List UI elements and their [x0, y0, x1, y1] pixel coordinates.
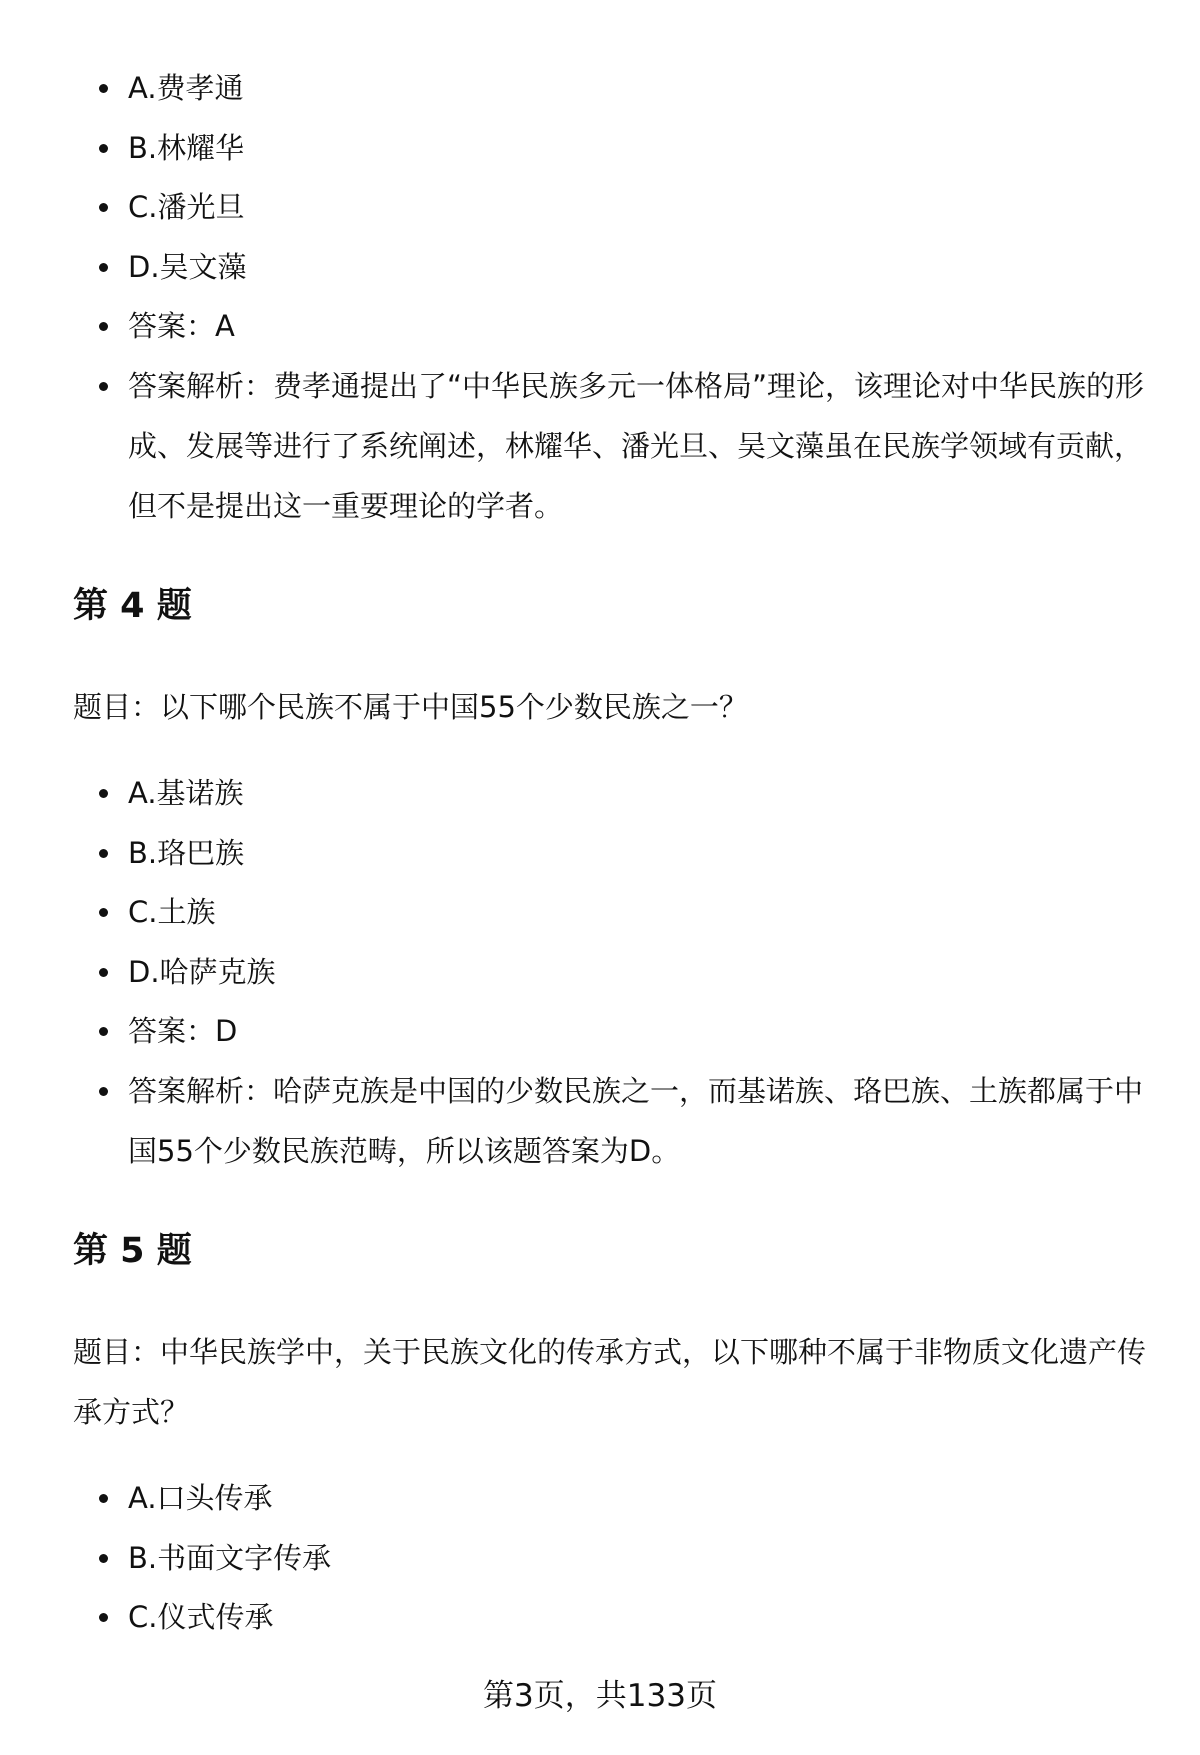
answer-explanation: 答案解析：哈萨克族是中国的少数民族之一，而基诺族、珞巴族、土族都属于中国55个少数民族范畴，所以该题答案为D。 — [128, 1061, 1148, 1181]
option-b: B.林耀华 — [128, 118, 1148, 178]
option-a: A.费孝通 — [128, 58, 1148, 118]
option-d: D.哈萨克族 — [128, 942, 1148, 1002]
option-a: A.口头传承 — [128, 1468, 1148, 1528]
answer-explanation: 答案解析：费孝通提出了“中华民族多元一体格局”理论，该理论对中华民族的形成、发展等进行了系统阐述，林耀华、潘光旦、吴文藻虽在民族学领域有贡献，但不是提出这一重要理论的学者。 — [128, 356, 1148, 536]
option-c: C.仪式传承 — [128, 1587, 1148, 1647]
option-c: C.土族 — [128, 882, 1148, 942]
option-b: B.书面文字传承 — [128, 1528, 1148, 1588]
question-5-heading: 第 5 题 — [73, 1231, 192, 1271]
option-d: D.吴文藻 — [128, 237, 1148, 297]
question-5-text: 题目：中华民族学中，关于民族文化的传承方式，以下哪种不属于非物质文化遗产传承方式？ — [73, 1335, 1147, 1429]
page-footer: 第3页，共133页 — [483, 1678, 717, 1714]
option-a: A.基诺族 — [128, 763, 1148, 823]
question-4-text: 题目：以下哪个民族不属于中国55个少数民族之一？ — [73, 690, 748, 724]
answer: 答案：D — [128, 1001, 1148, 1061]
option-c: C.潘光旦 — [128, 177, 1148, 237]
answer: 答案：A — [128, 296, 1148, 356]
question-4-heading: 第 4 题 — [73, 586, 192, 626]
option-b: B.珞巴族 — [128, 823, 1148, 883]
